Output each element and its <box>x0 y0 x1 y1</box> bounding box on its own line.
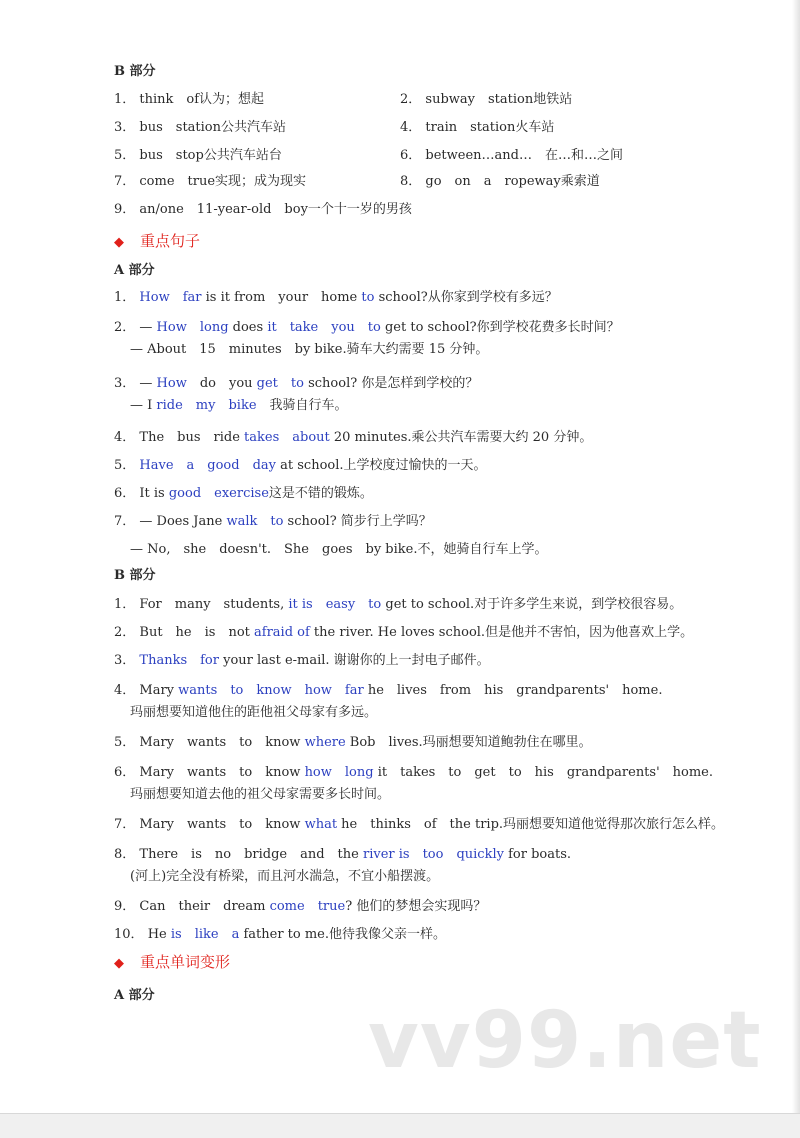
sentence-item <box>114 486 373 502</box>
sentence-text: 玛丽想要知道去他的祖父母家需要多长时间。 <box>130 787 391 802</box>
sentence-item <box>114 653 490 669</box>
sentence-item <box>114 597 682 613</box>
key-phrase: come true <box>269 899 346 914</box>
key-phrase: ride my bike <box>156 398 257 413</box>
sentence-continuation <box>130 705 377 721</box>
key-phrase: afraid of <box>254 625 310 640</box>
section-label: B 部分 <box>114 568 156 583</box>
item-number: 3． <box>114 376 140 391</box>
sentence-text: father to me.他待我像父亲一样。 <box>239 927 446 942</box>
sentence-continuation <box>130 869 439 885</box>
sentence-text: 我骑自行车。 <box>256 398 348 413</box>
sentence-text: school?从你家到学校有多远？ <box>374 290 558 305</box>
diamond-bullet-icon: ◆ <box>114 956 124 971</box>
section-heading <box>114 951 230 972</box>
phrase-item: 3． bus station公共汽车站 <box>114 120 286 135</box>
key-phrase: what <box>304 817 338 832</box>
sentence-text: at school.上学校度过愉快的一天。 <box>276 458 487 473</box>
phrase-item: 7． come true实现；成为现实 <box>114 174 307 189</box>
item-number: 5． <box>114 458 140 473</box>
sentence-text: Mary wants to know <box>139 765 305 780</box>
item-number: 6． <box>114 486 140 501</box>
item-number: 6． <box>114 765 140 780</box>
sentence-text: it takes to get to his grandparents' home. <box>373 765 714 780</box>
key-phrase: to <box>361 290 375 305</box>
key-phrase: wants to know how far <box>178 683 364 698</box>
sentence-text: does <box>228 320 268 335</box>
diamond-bullet-icon: ◆ <box>114 235 124 250</box>
sentence-item <box>114 927 446 943</box>
item-number: 9． <box>114 899 140 914</box>
sentence-item <box>114 817 724 833</box>
key-phrase: how long <box>304 765 374 780</box>
sentence-text: — Does Jane <box>139 514 227 529</box>
sentence-item <box>114 683 662 699</box>
sentence-text: Bob lives.玛丽想要知道鲍勃住在哪里。 <box>345 735 592 750</box>
sentence-text: get to school.对于许多学生来说，到学校很容易。 <box>381 597 683 612</box>
sentence-continuation <box>130 398 348 414</box>
section-label: B 部分 <box>114 64 156 79</box>
sentence-item <box>114 765 713 781</box>
sentence-continuation <box>130 342 488 358</box>
sentence-text: 20 minutes.乘公共汽车需要大约 20 分钟。 <box>329 430 593 445</box>
sentence-item <box>114 625 693 641</box>
sentence-text: There is no bridge and the <box>139 847 363 862</box>
key-phrase: get to <box>256 376 304 391</box>
item-number: 2． <box>114 625 140 640</box>
sentence-text: But he is not <box>139 625 255 640</box>
sentence-text: — About 15 minutes by bike.骑车大约需要 15 分钟。 <box>130 342 489 357</box>
sentence-text: Mary wants to know <box>139 735 305 750</box>
sentence-item <box>114 847 571 863</box>
sentence-text: — <box>139 376 157 391</box>
viewer-bottom-strip <box>0 1113 800 1138</box>
item-number: 4． <box>114 683 140 698</box>
key-phrase: How <box>156 376 187 391</box>
key-phrase: takes about <box>244 430 330 445</box>
item-number: 10． <box>114 927 148 942</box>
key-phrase: How far <box>139 290 202 305</box>
sentence-item <box>114 376 478 392</box>
key-phrase: How long <box>156 320 229 335</box>
phrase-item: 6． between…and… 在…和…之间 <box>400 148 623 163</box>
sentence-item <box>114 458 487 474</box>
item-number: 4． <box>114 430 140 445</box>
sentence-text: For many students, <box>139 597 289 612</box>
phrase-item: 9． an/one 11-year-old boy一个十一岁的男孩 <box>114 202 412 217</box>
sentence-text: He <box>147 927 171 942</box>
key-phrase: it is easy to <box>288 597 382 612</box>
sentence-item <box>114 290 558 306</box>
sentence-text: he lives from his grandparents' home. <box>363 683 663 698</box>
section-heading <box>114 230 200 251</box>
sentence-continuation <box>130 542 548 558</box>
sentence-text: school? 简步行上学吗？ <box>283 514 432 529</box>
sentence-continuation <box>130 787 390 803</box>
sentence-text: he thinks of the trip.玛丽想要知道他觉得那次旅行怎么样。 <box>337 817 725 832</box>
item-number: 8． <box>114 847 140 862</box>
sentence-text: Mary wants to know <box>139 817 305 832</box>
sentence-text: school? 你是怎样到学校的？ <box>303 376 479 391</box>
sentence-text: — I <box>130 398 157 413</box>
key-phrase: good exercise <box>168 486 269 501</box>
key-phrase: is like a <box>170 927 240 942</box>
key-phrase: Have a good day <box>139 458 276 473</box>
sentence-text: 这是不错的锻炼。 <box>268 486 373 501</box>
section-heading-text: 重点单词变形 <box>140 953 231 971</box>
sentence-text: It is <box>139 486 169 501</box>
sentence-text: — No, she doesn't. She goes by bike.不，她骑自行车上学。 <box>130 542 548 557</box>
sentence-item <box>114 735 592 751</box>
phrase-item: 4． train station火车站 <box>400 120 555 135</box>
phrase-item: 5． bus stop公共汽车站台 <box>114 148 282 163</box>
sentence-text: do you <box>186 376 257 391</box>
sentence-text: get to school?你到学校花费多长时间？ <box>380 320 620 335</box>
sentence-text: for boats. <box>503 847 572 862</box>
item-number: 7． <box>114 514 140 529</box>
sentence-text: your last e-mail. 谢谢你的上一封电子邮件。 <box>218 653 490 668</box>
sentence-item <box>114 430 592 446</box>
sentence-text: is it from your home <box>201 290 362 305</box>
sentence-text: Can their dream <box>139 899 270 914</box>
sentence-text: ? 他们的梦想会实现吗？ <box>345 899 487 914</box>
phrase-item: 1． think of认为；想起 <box>114 92 265 107</box>
sentence-text: The bus ride <box>139 430 245 445</box>
sentence-text: 玛丽想要知道他住的距他祖父母家有多远。 <box>130 705 378 720</box>
phrase-item: 8． go on a ropeway乘索道 <box>400 174 600 189</box>
key-phrase: river is too quickly <box>362 847 504 862</box>
item-number: 5． <box>114 735 140 750</box>
sentence-text: — <box>139 320 157 335</box>
key-phrase: where <box>304 735 346 750</box>
item-number: 7． <box>114 817 140 832</box>
sentence-text: (河上)完全没有桥梁，而且河水湍急，不宜小船摆渡。 <box>130 869 440 884</box>
page-edge-shadow <box>792 0 800 1137</box>
section-label: A 部分 <box>114 988 155 1003</box>
item-number: 1． <box>114 290 140 305</box>
sentence-item <box>114 514 432 530</box>
section-heading-text: 重点句子 <box>140 232 201 250</box>
phrase-item: 2． subway station地铁站 <box>400 92 573 107</box>
item-number: 3． <box>114 653 140 668</box>
key-phrase: it take you to <box>267 320 381 335</box>
sentence-item <box>114 320 620 336</box>
sentence-text: the river. He loves school.但是他并不害怕，因为他喜欢上学。 <box>309 625 694 640</box>
sentence-text: Mary <box>139 683 179 698</box>
key-phrase: walk to <box>226 514 284 529</box>
key-phrase: Thanks for <box>139 653 219 668</box>
item-number: 1． <box>114 597 140 612</box>
section-label: A 部分 <box>114 263 155 278</box>
sentence-item <box>114 899 486 915</box>
watermark: vv99.net <box>368 996 762 1086</box>
item-number: 2． <box>114 320 140 335</box>
